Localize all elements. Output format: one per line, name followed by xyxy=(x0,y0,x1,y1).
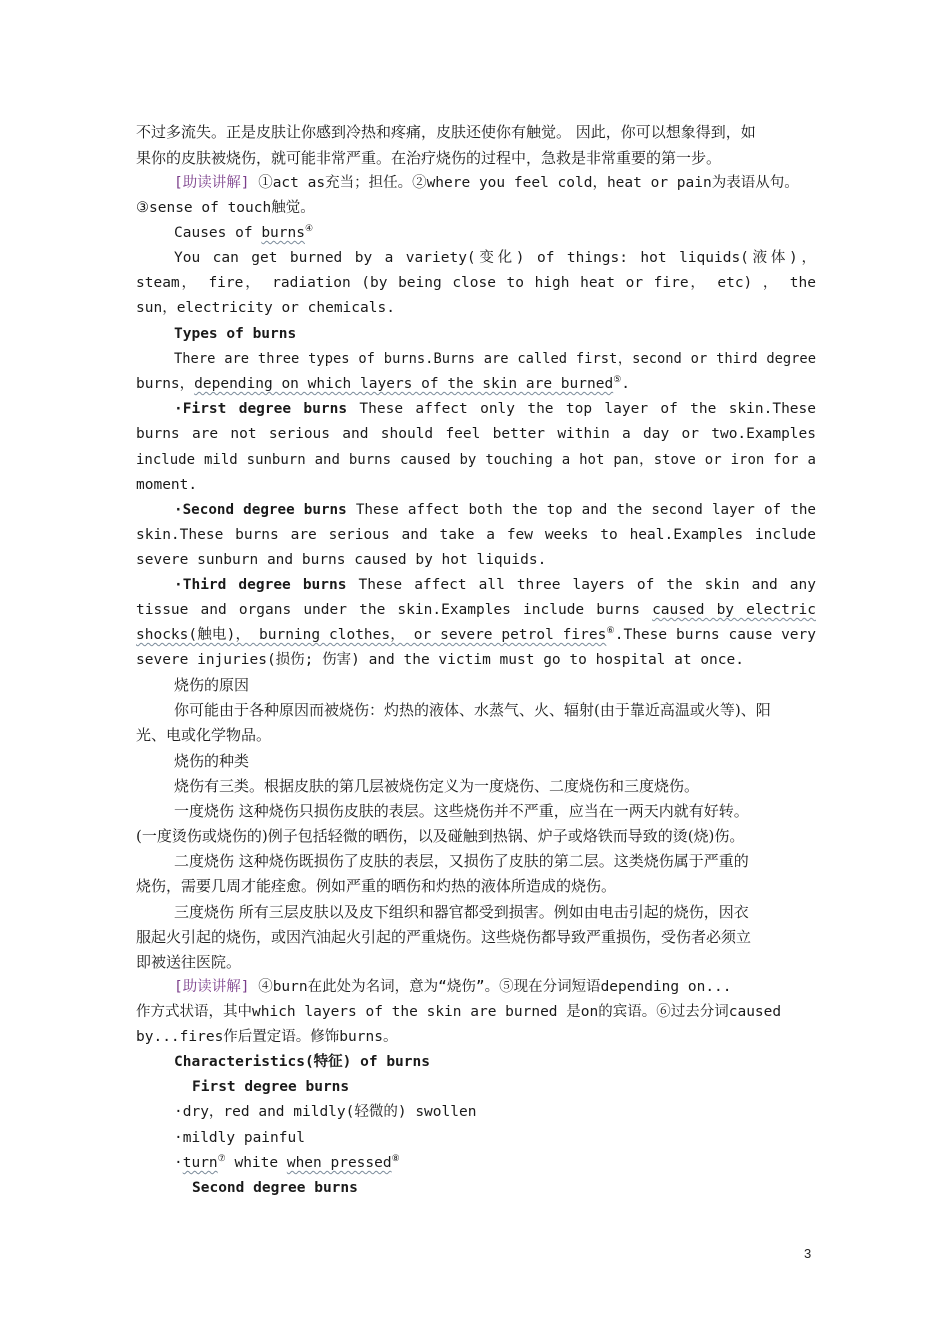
text-line xyxy=(174,347,816,372)
line-text: 烧伤有三类。根据皮肤的第几层被烧伤定义为一度烧伤、二度烧伤和三度烧伤。 xyxy=(174,777,700,795)
text-line xyxy=(136,120,816,145)
types-heading xyxy=(174,322,816,347)
text-line xyxy=(136,548,816,573)
reading-note-2-cont xyxy=(136,1000,816,1025)
line-text: .These burns cause very xyxy=(614,627,816,643)
reading-note-1-cont xyxy=(136,196,816,221)
note-text: ①act as充当；担任。②where you feel cold，heat or pain为表语从句。 xyxy=(249,175,799,191)
list-item xyxy=(174,1151,816,1176)
note-text: ④burn在此处为名词，意为“烧伤”。⑤现在分词短语depending on... xyxy=(249,979,732,995)
note-tag: [助读讲解] xyxy=(174,175,250,191)
text-line xyxy=(136,146,816,171)
line-text: white xyxy=(225,1155,287,1171)
line-text: 即被送往医院。 xyxy=(136,953,242,971)
text-line xyxy=(136,623,816,648)
item-heading: ·Second degree burns xyxy=(174,502,347,518)
text-line xyxy=(136,925,816,950)
underlined-phrase: when pressed xyxy=(286,1155,392,1171)
note-text: 作方式状语，其中which layers of the skin are burned 是on的宾语。⑥过去分词caused xyxy=(136,1004,782,1020)
text-line xyxy=(136,372,816,397)
text-line xyxy=(136,271,816,296)
line-text: 服起火引起的烧伤，或因汽油起火引起的严重烧伤。这些烧伤都导致严重损伤，受伤者必须立 xyxy=(136,928,752,946)
text-line xyxy=(136,448,816,473)
line-text: burns， xyxy=(136,376,195,392)
line-text: 光、电或化学物品。 xyxy=(136,726,272,744)
note-text: by...fires作后置定语。修饰burns。 xyxy=(136,1029,398,1045)
line-text: There are three types of burns.Burns are called first，second or third degree xyxy=(174,351,816,367)
line-text: steam， fire， radiation (by being close to high heat or fire， etc) ， the xyxy=(136,275,816,291)
underlined-phrase: burns xyxy=(261,225,305,241)
bullet: · xyxy=(174,1155,183,1171)
footnote-marker: ④ xyxy=(304,224,314,234)
text-line xyxy=(174,799,816,824)
heading-text: Types of burns xyxy=(174,326,297,342)
text-line xyxy=(136,648,816,673)
text-line xyxy=(136,473,816,498)
item-heading: ·Third degree burns xyxy=(174,577,347,593)
line-text: You can get burned by a variety(变化) of things: hot liquids(液体)， xyxy=(174,250,816,266)
line-text: tissue and organs under the skin.Examples include burns xyxy=(136,602,653,618)
line-text: 烧伤的种类 xyxy=(174,752,250,770)
line-text: . xyxy=(621,376,630,392)
reading-note-2 xyxy=(174,975,816,1000)
line-text: ·dry，red and mildly(轻微的) swollen xyxy=(174,1104,477,1120)
line-text: severe injuries(损伤; 伤害) and the victim must go to hospital at once. xyxy=(136,652,744,668)
list-item xyxy=(174,1126,816,1151)
text-line xyxy=(174,774,816,799)
line-text: 烧伤，需要几周才能痊愈。例如严重的晒伤和灼热的液体所造成的烧伤。 xyxy=(136,877,617,895)
first-degree-item xyxy=(174,397,816,422)
line-text: 三度烧伤 所有三层皮肤以及皮下组织和器官都受到损害。例如由电击引起的烧伤，因衣 xyxy=(174,903,749,921)
line-text: 不过多流失。正是皮肤让你感到冷热和疼痛，皮肤还使你有触觉。 因此，你可以想象得到，如 xyxy=(136,123,756,141)
line-text: These affect both the top and the second layer of the xyxy=(346,502,816,518)
line-text: burns are not serious and should feel better within a day or two.Examples xyxy=(136,426,816,442)
text-line xyxy=(174,698,816,723)
line-text: 果你的皮肤被烧伤，就可能非常严重。在治疗烧伤的过程中，急救是非常重要的第一步。 xyxy=(136,149,722,167)
footnote-marker: ⑦ xyxy=(217,1154,226,1164)
line-text: 一度烧伤 这种烧伤只损伤皮肤的表层。这些烧伤并不严重，应当在一两天内就有好转。 xyxy=(174,802,749,820)
text-line xyxy=(136,523,816,548)
text-line xyxy=(136,723,816,748)
underlined-phrase: depending on which layers of the skin are burned xyxy=(194,376,614,392)
line-text: moment. xyxy=(136,477,198,493)
text-line xyxy=(174,749,816,774)
text-line xyxy=(174,900,816,925)
text-line xyxy=(174,673,816,698)
line-text: 烧伤的原因 xyxy=(174,676,250,694)
footnote-marker: ⑥ xyxy=(606,626,615,636)
third-degree-item xyxy=(174,573,816,598)
heading-text: First degree burns xyxy=(192,1079,350,1095)
reading-note-2-cont xyxy=(136,1025,816,1050)
line-text: 你可能由于各种原因而被烧伤：灼热的液体、水蒸气、火、辐射(由于靠近高温或火等)、阳 xyxy=(174,701,771,719)
text-line xyxy=(136,824,816,849)
subheading-first-degree xyxy=(192,1075,816,1100)
line-text: These affect all three layers of the skin and any xyxy=(346,577,816,593)
line-text: 二度烧伤 这种烧伤既损伤了皮肤的表层，又损伤了皮肤的第二层。这类烧伤属于严重的 xyxy=(174,852,749,870)
page-number: 3 xyxy=(804,1246,812,1261)
underlined-phrase: shocks(触电)， burning clothes， or severe petrol fires xyxy=(136,627,607,643)
line-text: sun，electricity or chemicals. xyxy=(136,300,395,316)
line-text: skin.These burns are serious and take a few weeks to heal.Examples include xyxy=(136,527,816,543)
footnote-marker: ⑤ xyxy=(613,375,622,385)
underlined-phrase: turn xyxy=(182,1155,218,1171)
list-item xyxy=(174,1100,816,1125)
text-line xyxy=(136,422,816,447)
text-line xyxy=(174,246,816,271)
heading-text: Second degree burns xyxy=(192,1180,358,1196)
line-text: severe sunburn and burns caused by hot liquids. xyxy=(136,552,547,568)
heading-text: Causes of xyxy=(174,225,262,241)
subheading-second-degree xyxy=(192,1176,816,1201)
note-tag: [助读讲解] xyxy=(174,979,250,995)
heading-text: Characteristics(特征) of burns xyxy=(174,1054,430,1070)
line-text: include mild sunburn and burns caused by touching a hot pan，stove or iron for a xyxy=(136,452,816,468)
characteristics-heading xyxy=(174,1050,816,1075)
text-line xyxy=(174,849,816,874)
text-line xyxy=(136,598,816,623)
line-text: (一度烫伤或烧伤的)例子包括轻微的晒伤，以及碰触到热锅、炉子或烙铁而导致的烫(烧)伤。 xyxy=(136,827,745,845)
text-line xyxy=(136,950,816,975)
text-line xyxy=(136,296,816,321)
causes-heading xyxy=(174,221,816,246)
note-text: ③sense of touch触觉。 xyxy=(136,200,315,216)
line-text: These affect only the top layer of the skin.These xyxy=(347,401,816,417)
item-heading: ·First degree burns xyxy=(174,401,348,417)
second-degree-item xyxy=(174,498,816,523)
text-line xyxy=(136,874,816,899)
footnote-marker: ⑧ xyxy=(391,1154,400,1164)
line-text: ·mildly painful xyxy=(174,1130,305,1146)
reading-note-1 xyxy=(174,171,816,196)
underlined-phrase: caused by electric xyxy=(652,602,816,618)
